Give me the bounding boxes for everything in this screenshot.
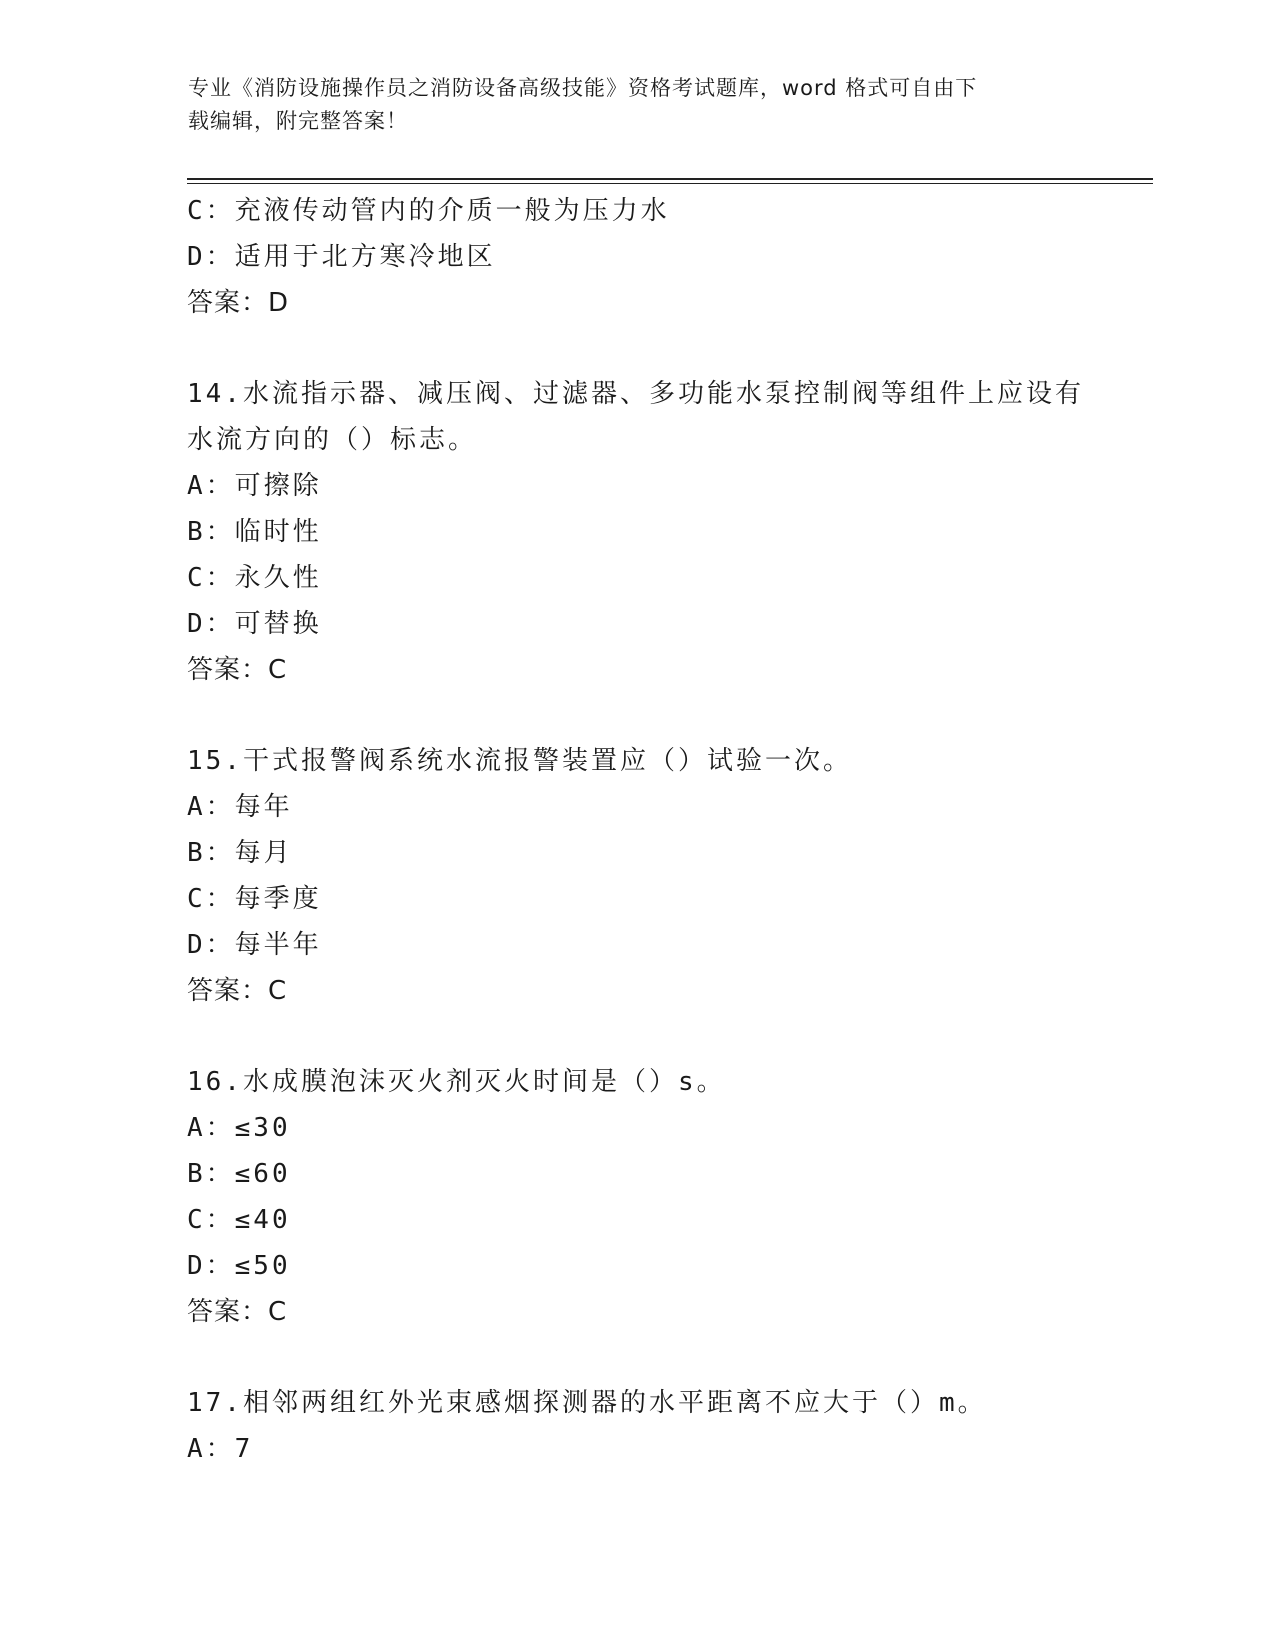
option-a: A：7 <box>187 1434 254 1464</box>
header-line-2: 载编辑，附完整答案！ <box>188 109 408 133</box>
question-stem: 16.水成膜泡沫灭火剂灭火时间是（）s。 <box>187 1067 726 1097</box>
option-d: D：可替换 <box>187 609 322 639</box>
spacer <box>187 693 1087 738</box>
document-header <box>188 72 1068 138</box>
option-d: D：适用于北方寒冷地区 <box>187 242 496 272</box>
question-stem: 17.相邻两组红外光束感烟探测器的水平距离不应大于（）m。 <box>187 1388 987 1418</box>
spacer <box>187 326 1087 371</box>
header-divider-thick <box>187 178 1153 180</box>
question-14 <box>187 371 1087 693</box>
answer-line: 答案：C <box>187 655 288 685</box>
question-stem: 水流方向的（）标志。 <box>187 425 478 455</box>
answer-line: 答案：C <box>187 976 288 1006</box>
option-c: C：≤40 <box>187 1205 291 1235</box>
question-stem: 15.干式报警阀系统水流报警装置应（）试验一次。 <box>187 746 852 776</box>
question-15 <box>187 738 1087 1014</box>
question-content <box>187 188 1087 1472</box>
option-a: A：≤30 <box>187 1113 291 1143</box>
option-b: B：临时性 <box>187 517 322 547</box>
option-b: B：每月 <box>187 838 293 868</box>
question-17 <box>187 1380 1087 1472</box>
option-b: B：≤60 <box>187 1159 291 1189</box>
spacer <box>187 1335 1087 1380</box>
previous-question-tail <box>187 188 1087 326</box>
option-a: A：可擦除 <box>187 471 322 501</box>
option-c: C：充液传动管内的介质一般为压力水 <box>187 196 670 226</box>
option-a: A：每年 <box>187 792 293 822</box>
question-stem: 14.水流指示器、减压阀、过滤器、多功能水泵控制阀等组件上应设有 <box>187 379 1084 409</box>
answer-line: 答案：D <box>187 288 290 318</box>
header-divider-thin <box>187 183 1153 184</box>
spacer <box>187 1014 1087 1059</box>
answer-line: 答案：C <box>187 1297 288 1327</box>
option-d: D：≤50 <box>187 1251 291 1281</box>
option-d: D：每半年 <box>187 930 322 960</box>
option-c: C：每季度 <box>187 884 322 914</box>
header-line-1: 专业《消防设施操作员之消防设备高级技能》资格考试题库，word 格式可自由下 <box>188 76 978 100</box>
option-c: C：永久性 <box>187 563 322 593</box>
question-16 <box>187 1059 1087 1335</box>
